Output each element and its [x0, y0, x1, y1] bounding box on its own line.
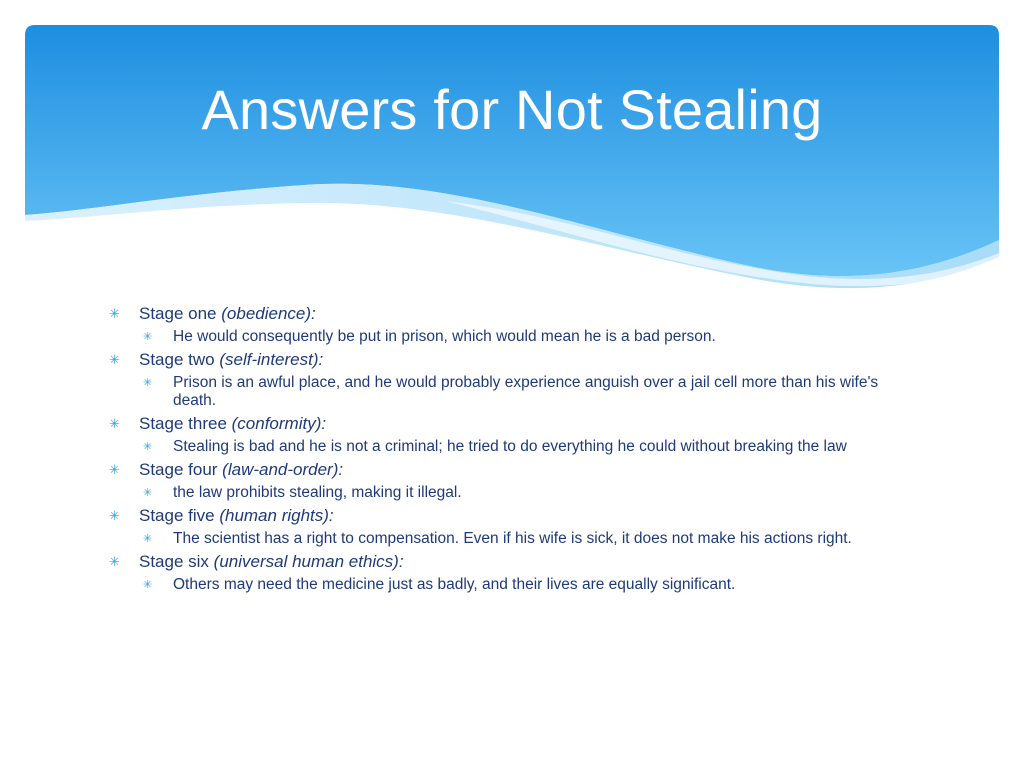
- star-bullet-icon: ✳: [143, 487, 153, 499]
- star-bullet-icon: ✳: [109, 352, 120, 367]
- stage-qualifier: (universal human ethics):: [213, 552, 404, 571]
- stage-answer-text: He would consequently be put in prison, which would mean he is a bad person.: [173, 328, 716, 345]
- stage-label: Stage one: [139, 304, 222, 323]
- star-bullet-icon: ✳: [143, 331, 153, 343]
- stage-item: [105, 551, 925, 573]
- stage-label: Stage five: [139, 506, 220, 525]
- stage-qualifier: (obedience):: [221, 304, 316, 323]
- stage-answer: [105, 484, 925, 502]
- stage-answer: [105, 438, 925, 456]
- header-wave-banner: [25, 25, 999, 295]
- stage-answer: [105, 374, 925, 410]
- stage-answer-text: Prison is an awful place, and he would probably experience anguish over a jail cell more than his wife's death.: [173, 374, 879, 409]
- slide-title: Answers for Not Stealing: [201, 78, 823, 141]
- star-bullet-icon: ✳: [109, 508, 120, 523]
- stage-label: Stage four: [139, 460, 223, 479]
- stage-answer-text: Stealing is bad and he is not a criminal; he tried to do everything he could without breaking the law: [173, 438, 847, 455]
- star-bullet-icon: ✳: [143, 377, 153, 389]
- stage-answer-text: The scientist has a right to compensation. Even if his wife is sick, it does not make his actions right.: [173, 530, 852, 547]
- stage-answer: [105, 328, 925, 346]
- stage-qualifier: (self-interest):: [219, 350, 324, 369]
- stage-item: [105, 505, 925, 527]
- stage-answer-text: the law prohibits stealing, making it illegal.: [173, 484, 462, 501]
- stage-qualifier: (law-and-order):: [222, 460, 344, 479]
- star-bullet-icon: ✳: [143, 441, 153, 453]
- star-bullet-icon: ✳: [109, 462, 120, 477]
- stage-answer: [105, 530, 925, 548]
- stage-qualifier: (human rights):: [219, 506, 334, 525]
- star-bullet-icon: ✳: [109, 306, 120, 321]
- star-bullet-icon: ✳: [143, 579, 153, 591]
- stage-qualifier: (conformity):: [231, 414, 327, 433]
- stage-item: [105, 413, 925, 435]
- stage-item: [105, 303, 925, 325]
- stage-item: [105, 349, 925, 371]
- stage-answer: [105, 576, 925, 594]
- stage-item: [105, 459, 925, 481]
- stage-list: [105, 300, 925, 594]
- star-bullet-icon: ✳: [143, 533, 153, 545]
- stage-answer-text: Others may need the medicine just as badly, and their lives are equally significant.: [173, 576, 736, 593]
- star-bullet-icon: ✳: [109, 416, 120, 431]
- stage-label: Stage six: [139, 552, 214, 571]
- stage-label: Stage three: [139, 414, 232, 433]
- stage-label: Stage two: [139, 350, 220, 369]
- star-bullet-icon: ✳: [109, 554, 120, 569]
